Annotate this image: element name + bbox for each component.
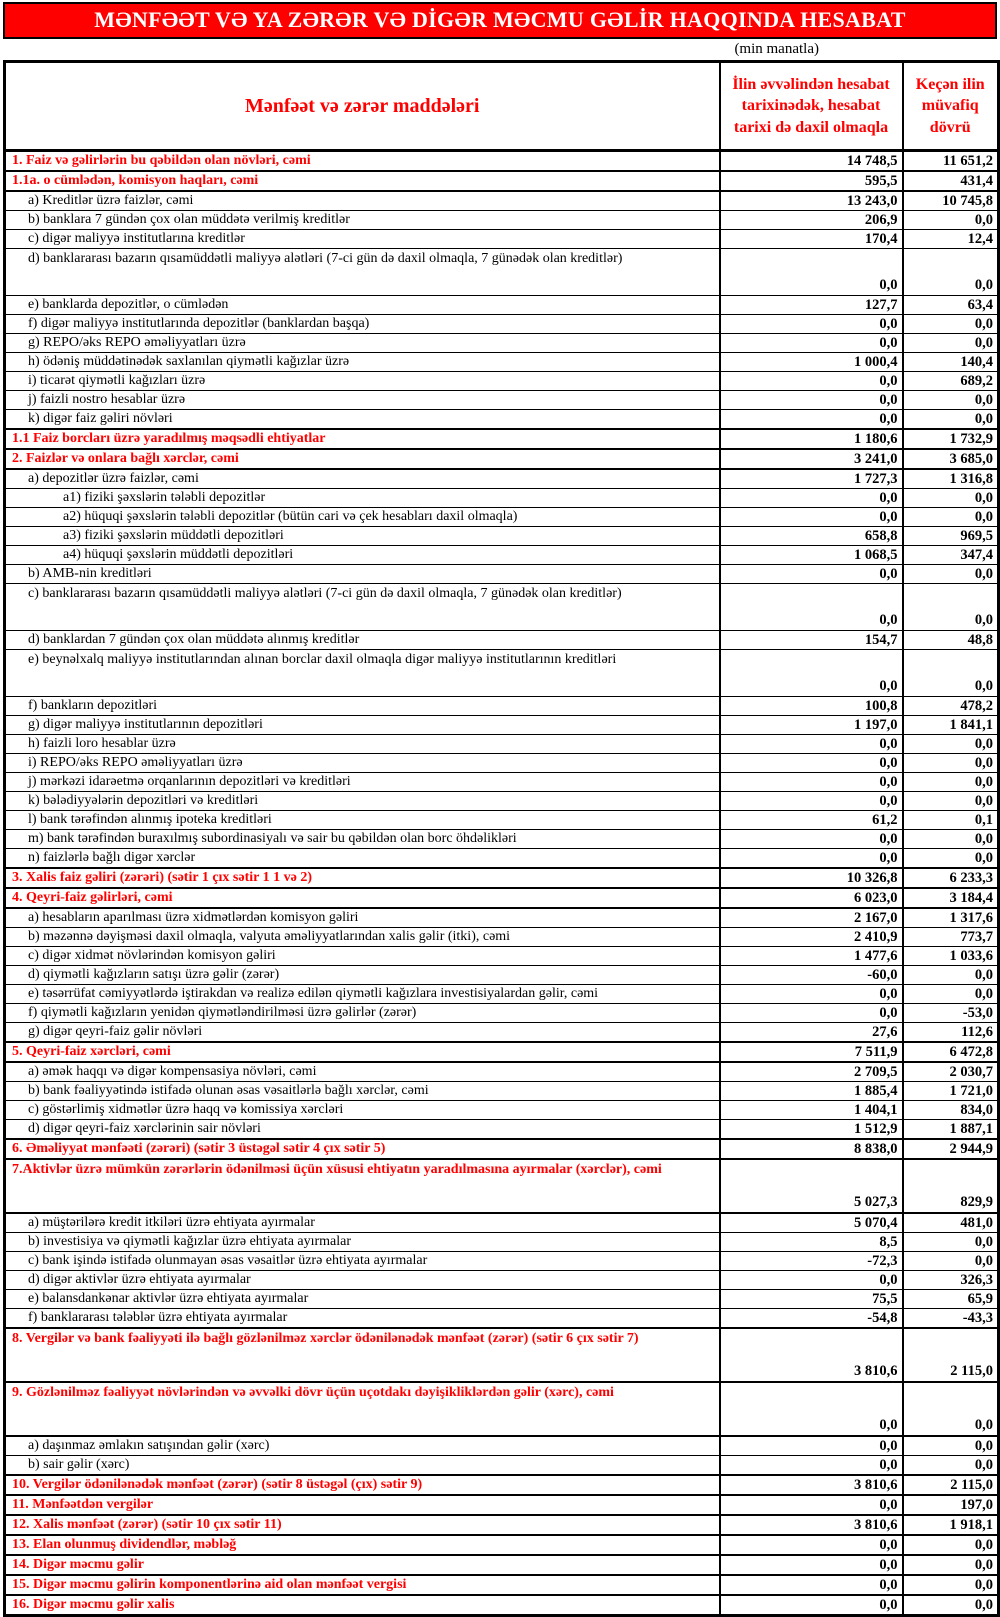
value-previous-period: -53,0 [903,1004,999,1023]
row-label: 16. Digər məcmu gəlir xalis [5,1595,720,1616]
row-label: 7.Aktivlər üzrə mümkün zərərlərin ödənilməsi üçün xüsusi ehtiyatın yaradılmasına ayırmalar (xərclər), cəmi [5,1159,720,1213]
row-label: b) investisiya və qiymətli kağızlar üzrə ehtiyata ayırmalar [5,1233,720,1252]
value-current-period: 0,0 [720,1555,903,1575]
table-row [5,334,999,353]
value-current-period: 3 810,6 [720,1515,903,1535]
value-current-period: 0,0 [720,650,903,697]
value-previous-period: 0,0 [903,966,999,985]
value-current-period: 0,0 [720,565,903,584]
table-row [5,230,999,249]
value-current-period: 1 512,9 [720,1120,903,1140]
value-current-period: 3 241,0 [720,449,903,469]
row-label: a) daşınmaz əmlakın satışından gəlir (xərc) [5,1436,720,1456]
row-label: j) faizli nostro hesablar üzrə [5,391,720,410]
row-label: a1) fiziki şəxslərin tələbli depozitlər [5,489,720,508]
row-label: b) banklara 7 gündən çox olan müddətə verilmiş kreditlər [5,211,720,230]
table-row [5,1082,999,1101]
value-current-period: 0,0 [720,1575,903,1595]
value-current-period: 0,0 [720,334,903,353]
table-row [5,1213,999,1233]
value-previous-period: 1 887,1 [903,1120,999,1140]
value-current-period: 0,0 [720,735,903,754]
value-previous-period: 969,5 [903,527,999,546]
table-row [5,697,999,716]
table-row [5,296,999,315]
value-previous-period: 0,0 [903,1535,999,1555]
value-previous-period: 112,6 [903,1023,999,1043]
table-row [5,171,999,191]
table-row [5,1042,999,1062]
table-row [5,315,999,334]
row-label: i) REPO/əks REPO əməliyyatları üzrə [5,754,720,773]
value-previous-period: 0,0 [903,735,999,754]
value-current-period: 14 748,5 [720,151,903,172]
value-current-period: 0,0 [720,1535,903,1555]
value-previous-period: 431,4 [903,171,999,191]
value-previous-period: 0,0 [903,849,999,869]
value-previous-period: 3 685,0 [903,449,999,469]
table-row [5,1023,999,1043]
value-previous-period: 1 721,0 [903,1082,999,1101]
row-label: a2) hüquqi şəxslərin tələbli depozitlər (bütün cari və çek hesabları daxil olmaqla) [5,508,720,527]
row-label: 2. Faizlər və onlara bağlı xərclər, cəmi [5,449,720,469]
table-row [5,985,999,1004]
value-current-period: 0,0 [720,985,903,1004]
value-previous-period: 0,0 [903,334,999,353]
row-label: 9. Gözlənilməz fəaliyyət növlərindən və əvvəlki dövr üçün uçotdakı dəyişikliklərdən gəlir (xərc), cəmi [5,1382,720,1436]
value-previous-period: 0,1 [903,811,999,830]
value-previous-period: 773,7 [903,928,999,947]
value-current-period: 5 070,4 [720,1213,903,1233]
value-current-period: 100,8 [720,697,903,716]
value-current-period: 0,0 [720,1004,903,1023]
row-label: 11. Mənfəətdən vergilər [5,1495,720,1515]
value-current-period: 0,0 [720,1595,903,1616]
profit-loss-table [3,60,1000,1617]
value-previous-period: 0,0 [903,1233,999,1252]
row-label: c) göstərlimiş xidmətlər üzrə haqq və komissiya xərcləri [5,1101,720,1120]
table-row [5,735,999,754]
row-label: g) digər qeyri-faiz gəlir növləri [5,1023,720,1043]
value-current-period: 1 180,6 [720,429,903,449]
row-label: d) digər aktivlər üzrə ehtiyata ayırmalar [5,1271,720,1290]
value-current-period: 127,7 [720,296,903,315]
value-current-period: 8 838,0 [720,1139,903,1159]
table-row [5,928,999,947]
value-current-period: 7 511,9 [720,1042,903,1062]
row-label: 1. Faiz və gəlirlərin bu qəbildən olan növləri, cəmi [5,151,720,172]
table-row [5,191,999,211]
row-label: h) ödəniş müddətinədək saxlanılan qiymətli kağızlar üzrə [5,353,720,372]
value-previous-period: 326,3 [903,1271,999,1290]
table-row [5,716,999,735]
value-current-period: 0,0 [720,372,903,391]
value-current-period: 1 477,6 [720,947,903,966]
value-previous-period: 63,4 [903,296,999,315]
row-label: f) banklararası tələblər üzrə ehtiyata ayırmalar [5,1309,720,1329]
row-label: 8. Vergilər və bank fəaliyyəti ilə bağlı gözlənilməz xərclər ödənilənədək mənfəət (zərər) (sətir 6 çıx sətir 7) [5,1328,720,1382]
report-title: MƏNFƏƏT VƏ YA ZƏRƏR VƏ DİGƏR MƏCMU GƏLİR HAQQINDA HESABAT [94,7,906,32]
table-row [5,469,999,489]
table-row [5,1309,999,1329]
value-current-period: 658,8 [720,527,903,546]
table-row [5,1159,999,1213]
value-current-period: 0,0 [720,1456,903,1476]
value-previous-period: 0,0 [903,565,999,584]
table-row [5,754,999,773]
row-label: 1.1a. o cümlədən, komisyon haqları, cəmi [5,171,720,191]
table-row [5,1436,999,1456]
value-previous-period: 2 115,0 [903,1328,999,1382]
value-previous-period: 2 030,7 [903,1062,999,1082]
row-label: n) faizlərlə bağlı digər xərclər [5,849,720,869]
row-label: 6. Əməliyyat mənfəəti (zərəri) (sətir 3 üstəgəl sətir 4 çıx sətir 5) [5,1139,720,1159]
row-label: h) faizli loro hesablar üzrə [5,735,720,754]
value-previous-period: 6 233,3 [903,868,999,888]
row-label: b) məzənnə dəyişməsi daxil olmaqla, valyuta əməliyyatlarından xalis gəlir (itki), cəmi [5,928,720,947]
value-current-period: 3 810,6 [720,1328,903,1382]
value-previous-period: 0,0 [903,584,999,631]
value-previous-period: 0,0 [903,1252,999,1271]
row-label: a4) hüquqi şəxslərin müddətli depozitləri [5,546,720,565]
table-row [5,1515,999,1535]
row-label: f) bankların depozitləri [5,697,720,716]
value-previous-period: 10 745,8 [903,191,999,211]
row-label: c) bank işində istifadə olunmayan əsas vəsaitlər üzrə ehtiyata ayırmalar [5,1252,720,1271]
row-label: k) bələdiyyələrin depozitləri və kreditləri [5,792,720,811]
table-row [5,1101,999,1120]
value-current-period: 0,0 [720,754,903,773]
value-previous-period: 0,0 [903,1456,999,1476]
row-label: d) banklardan 7 gündən çox olan müddətə alınmış kreditlər [5,631,720,650]
table-row [5,650,999,697]
value-current-period: 154,7 [720,631,903,650]
value-current-period: 0,0 [720,830,903,849]
table-row [5,391,999,410]
row-label: a) Kreditlər üzrə faizlər, cəmi [5,191,720,211]
value-current-period: 3 810,6 [720,1475,903,1495]
value-previous-period: 3 184,4 [903,888,999,908]
row-label: b) bank fəaliyyətində istifadə olunan əsas vəsaitlərlə bağlı xərclər, cəmi [5,1082,720,1101]
row-label: g) digər maliyyə institutlarının depozitləri [5,716,720,735]
row-label: l) bank tərəfindən alınmış ipoteka kreditləri [5,811,720,830]
table-row [5,527,999,546]
row-label: 14. Digər məcmu gəlir [5,1555,720,1575]
row-label: e) balansdankənar aktivlər üzrə ehtiyata ayırmalar [5,1290,720,1309]
row-label: 15. Digər məcmu gəlirin komponentlərinə aid olan mənfəət vergisi [5,1575,720,1595]
value-current-period: 595,5 [720,171,903,191]
value-previous-period: 1 316,8 [903,469,999,489]
value-previous-period: 2 944,9 [903,1139,999,1159]
value-previous-period: 829,9 [903,1159,999,1213]
value-previous-period: 0,0 [903,773,999,792]
value-current-period: 0,0 [720,508,903,527]
row-label: k) digər faiz gəliri növləri [5,410,720,430]
value-current-period: 0,0 [720,391,903,410]
row-label: c) digər xidmət növlərindən komisyon gəliri [5,947,720,966]
table-body [5,151,999,1616]
row-label: 1.1 Faiz borcları üzrə yaradılmış məqsədli ehtiyatlar [5,429,720,449]
value-previous-period: 481,0 [903,1213,999,1233]
value-previous-period: 0,0 [903,792,999,811]
value-previous-period: 11 651,2 [903,151,999,172]
value-previous-period: 1 033,6 [903,947,999,966]
table-row [5,908,999,928]
value-previous-period: 1 732,9 [903,429,999,449]
value-previous-period: 347,4 [903,546,999,565]
row-label: f) qiymətli kağızların yenidən qiymətləndirilməsi üzrə gəlirlər (zərər) [5,1004,720,1023]
value-previous-period: 0,0 [903,985,999,1004]
value-previous-period: 197,0 [903,1495,999,1515]
row-label: c) banklararası bazarın qısamüddətli maliyyə alətləri (7-ci gün də daxil olmaqla, 7 günədək olan kreditlər) [5,584,720,631]
table-header-row [5,62,999,151]
table-row [5,1535,999,1555]
table-row [5,1456,999,1476]
table-row [5,631,999,650]
row-label: f) digər maliyyə institutlarında depozitlər (banklardan başqa) [5,315,720,334]
value-current-period: 0,0 [720,1271,903,1290]
value-current-period: 1 727,3 [720,469,903,489]
value-previous-period: 1 918,1 [903,1515,999,1535]
col-header-previous-period: Keçən ilin müvafiq dövrü [903,62,999,151]
row-label: a3) fiziki şəxslərin müddətli depozitləri [5,527,720,546]
table-row [5,1290,999,1309]
value-current-period: 8,5 [720,1233,903,1252]
value-previous-period: 0,0 [903,410,999,430]
table-row [5,1328,999,1382]
table-row [5,372,999,391]
row-label: 5. Qeyri-faiz xərcləri, cəmi [5,1042,720,1062]
value-current-period: 0,0 [720,849,903,869]
table-row [5,947,999,966]
table-row [5,1555,999,1575]
table-row [5,1139,999,1159]
value-current-period: 1 068,5 [720,546,903,565]
table-row [5,353,999,372]
row-label: e) təsərrüfat cəmiyyətlərdə iştirakdan və realizə edilən qiymətli kağızlara investisiyalardan gəlir, cəmi [5,985,720,1004]
table-row [5,1271,999,1290]
row-label: d) digər qeyri-faiz xərclərinin sair növləri [5,1120,720,1140]
value-previous-period: 0,0 [903,249,999,296]
table-row [5,449,999,469]
row-label: b) AMB-nin kreditləri [5,565,720,584]
table-row [5,584,999,631]
report-title-banner [3,2,997,39]
row-label: e) beynəlxalq maliyyə institutlarından alınan borclar daxil olmaqla digər maliyyə institutlarının kreditləri [5,650,720,697]
table-row [5,849,999,869]
value-previous-period: 0,0 [903,211,999,230]
value-current-period: 10 326,8 [720,868,903,888]
row-label: 3. Xalis faiz gəliri (zərəri) (sətir 1 çıx sətir 1 1 və 2) [5,868,720,888]
value-current-period: 0,0 [720,410,903,430]
value-previous-period: 65,9 [903,1290,999,1309]
table-row [5,249,999,296]
col-header-current-period: İlin əvvəlindən hesabat tarixinədək, hesabat tarixi də daxil olmaqla [720,62,903,151]
value-current-period: 61,2 [720,811,903,830]
table-row [5,811,999,830]
table-row [5,888,999,908]
row-label: m) bank tərəfindən buraxılmış subordinasiyalı və sair bu qəbildən olan borc öhdəlikləri [5,830,720,849]
value-current-period: 0,0 [720,249,903,296]
value-current-period: 1 197,0 [720,716,903,735]
table-row [5,966,999,985]
row-label: a) müştərilərə kredit itkiləri üzrə ehtiyata ayırmalar [5,1213,720,1233]
value-current-period: -60,0 [720,966,903,985]
value-previous-period: 0,0 [903,1575,999,1595]
value-current-period: 1 885,4 [720,1082,903,1101]
row-label: d) qiymətli kağızların satışı üzrə gəlir (zərər) [5,966,720,985]
table-row [5,1495,999,1515]
table-row [5,1475,999,1495]
value-previous-period: 0,0 [903,489,999,508]
value-current-period: 75,5 [720,1290,903,1309]
value-current-period: 1 404,1 [720,1101,903,1120]
row-label: c) digər maliyyə institutlarına kreditlər [5,230,720,249]
table-row [5,1004,999,1023]
value-current-period: 6 023,0 [720,888,903,908]
row-label: 10. Vergilər ödənilənədək mənfəət (zərər) (sətir 8 üstəgəl (çıx) sətir 9) [5,1475,720,1495]
table-row [5,1233,999,1252]
value-previous-period: 140,4 [903,353,999,372]
row-label: g) REPO/əks REPO əməliyyatları üzrə [5,334,720,353]
value-current-period: 2 410,9 [720,928,903,947]
value-previous-period: 0,0 [903,391,999,410]
value-previous-period: 0,0 [903,1595,999,1616]
value-current-period: -72,3 [720,1252,903,1271]
value-current-period: 2 709,5 [720,1062,903,1082]
row-label: b) sair gəlir (xərc) [5,1456,720,1476]
value-current-period: 27,6 [720,1023,903,1043]
value-current-period: 0,0 [720,773,903,792]
table-row [5,1062,999,1082]
value-previous-period: 834,0 [903,1101,999,1120]
value-current-period: 0,0 [720,792,903,811]
table-row [5,830,999,849]
value-current-period: 5 027,3 [720,1159,903,1213]
table-row [5,1252,999,1271]
value-current-period: 13 243,0 [720,191,903,211]
table-row [5,868,999,888]
table-row [5,1595,999,1616]
value-previous-period: 0,0 [903,754,999,773]
table-row [5,792,999,811]
row-label: i) ticarət qiymətli kağızları üzrə [5,372,720,391]
value-previous-period: 1 841,1 [903,716,999,735]
value-previous-period: 0,0 [903,1555,999,1575]
row-label: 12. Xalis mənfəət (zərər) (sətir 10 çıx sətir 11) [5,1515,720,1535]
value-previous-period: 0,0 [903,1436,999,1456]
row-label: 13. Elan olunmuş dividendlər, məbləğ [5,1535,720,1555]
row-label: d) banklararası bazarın qısamüddətli maliyyə alətləri (7-ci gün də daxil olmaqla, 7 günədək olan kreditlər) [5,249,720,296]
value-previous-period: 2 115,0 [903,1475,999,1495]
value-current-period: 2 167,0 [720,908,903,928]
value-previous-period: 48,8 [903,631,999,650]
value-previous-period: 689,2 [903,372,999,391]
row-label: e) banklarda depozitlər, o cümlədən [5,296,720,315]
value-current-period: 206,9 [720,211,903,230]
value-current-period: 0,0 [720,584,903,631]
unit-note: (min manatla) [734,41,819,57]
value-current-period: -54,8 [720,1309,903,1329]
table-row [5,1120,999,1140]
row-label: j) mərkəzi idarəetmə orqanlarının depozitləri və kreditləri [5,773,720,792]
table-row [5,546,999,565]
value-current-period: 170,4 [720,230,903,249]
row-label: 4. Qeyri-faiz gəlirləri, cəmi [5,888,720,908]
table-row [5,429,999,449]
table-row [5,508,999,527]
value-previous-period: 0,0 [903,1382,999,1436]
table-row [5,1382,999,1436]
value-current-period: 0,0 [720,1495,903,1515]
table-row [5,773,999,792]
value-previous-period: 478,2 [903,697,999,716]
value-previous-period: 1 317,6 [903,908,999,928]
table-row [5,489,999,508]
table-row [5,1575,999,1595]
value-previous-period: 6 472,8 [903,1042,999,1062]
table-header [5,62,999,151]
row-label: a) əmək haqqı və digər kompensasiya növləri, cəmi [5,1062,720,1082]
table-row [5,211,999,230]
row-label: a) hesabların aparılması üzrə xidmətlərdən komisyon gəliri [5,908,720,928]
table-row [5,565,999,584]
value-current-period: 1 000,4 [720,353,903,372]
value-previous-period: 0,0 [903,650,999,697]
value-current-period: 0,0 [720,1436,903,1456]
row-label: a) depozitlər üzrə faizlər, cəmi [5,469,720,489]
value-previous-period: -43,3 [903,1309,999,1329]
value-current-period: 0,0 [720,315,903,334]
value-previous-period: 0,0 [903,830,999,849]
value-current-period: 0,0 [720,1382,903,1436]
value-previous-period: 12,4 [903,230,999,249]
value-previous-period: 0,0 [903,508,999,527]
col-header-items: Mənfəət və zərər maddələri [5,62,720,151]
table-row [5,151,999,172]
value-previous-period: 0,0 [903,315,999,334]
table-row [5,410,999,430]
value-current-period: 0,0 [720,489,903,508]
